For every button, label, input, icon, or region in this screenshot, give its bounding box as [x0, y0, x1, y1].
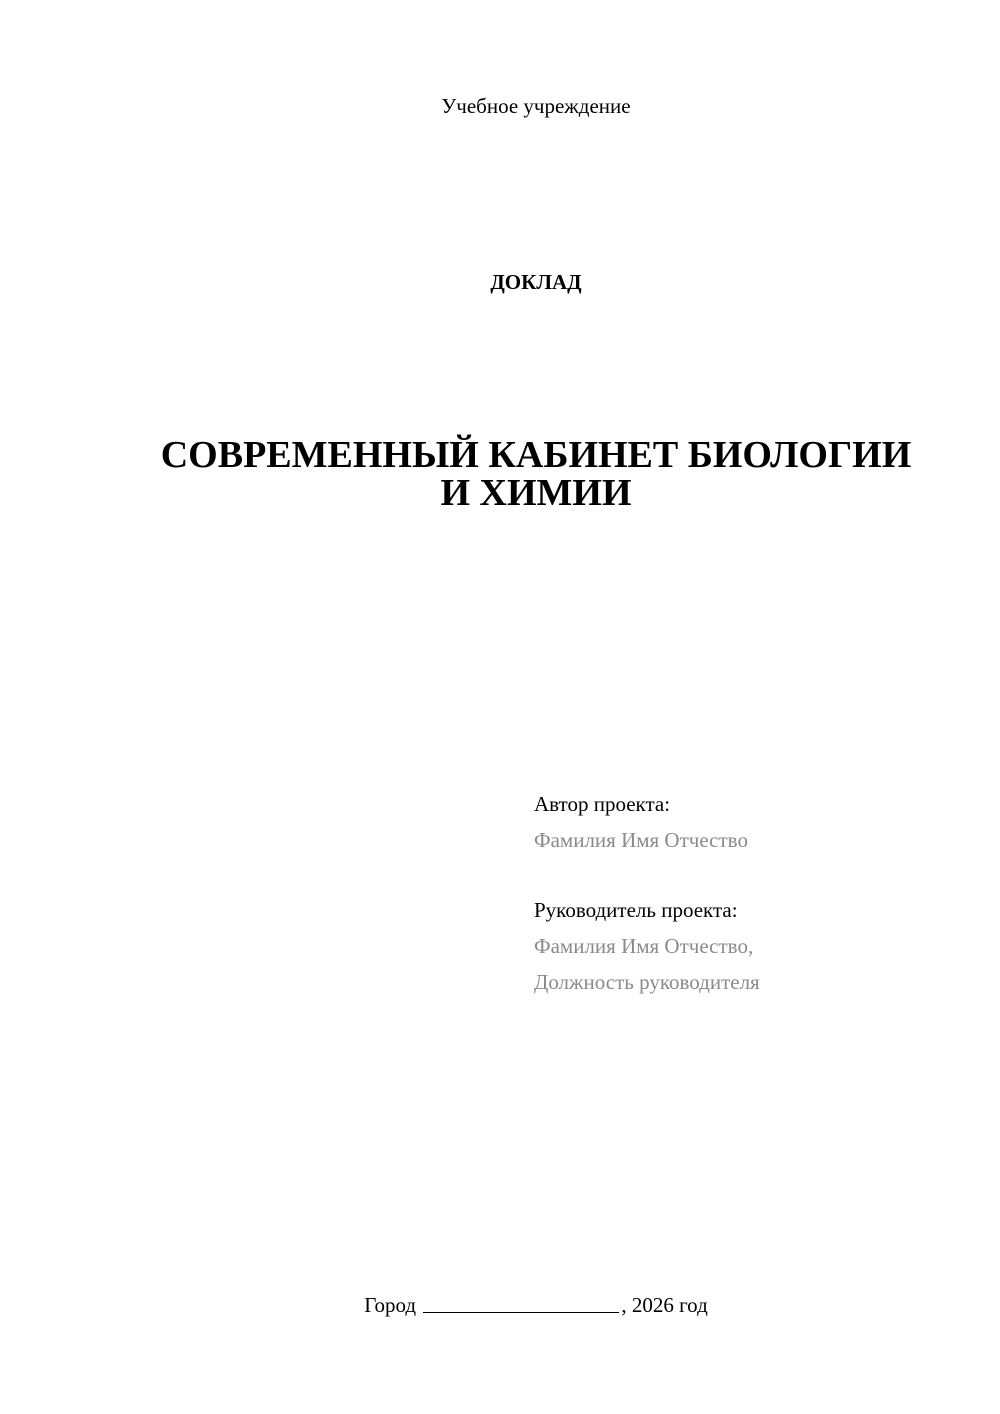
year-text: , 2026 год [621, 1293, 708, 1317]
document-type: ДОКЛАД [490, 270, 582, 294]
title-line-2: И ХИМИИ [440, 472, 632, 514]
supervisor-name: Фамилия Имя Отчество, [534, 934, 754, 958]
institution-name: Учебное учреждение [441, 94, 631, 118]
document-title [136, 436, 936, 512]
supervisor-label: Руководитель проекта: [534, 898, 738, 922]
supervisor-position: Должность руководителя [534, 970, 760, 994]
city-blank-line [423, 1291, 619, 1313]
author-name: Фамилия Имя Отчество [534, 828, 748, 852]
city-label: Город [364, 1293, 417, 1317]
footer-city-year [0, 1290, 1000, 1319]
title-line-1: СОВРЕМЕННЫЙ КАБИНЕТ БИОЛОГИИ [160, 434, 912, 476]
author-label: Автор проекта: [534, 792, 671, 816]
credits-block [534, 786, 974, 1000]
credits-spacer [534, 858, 974, 892]
